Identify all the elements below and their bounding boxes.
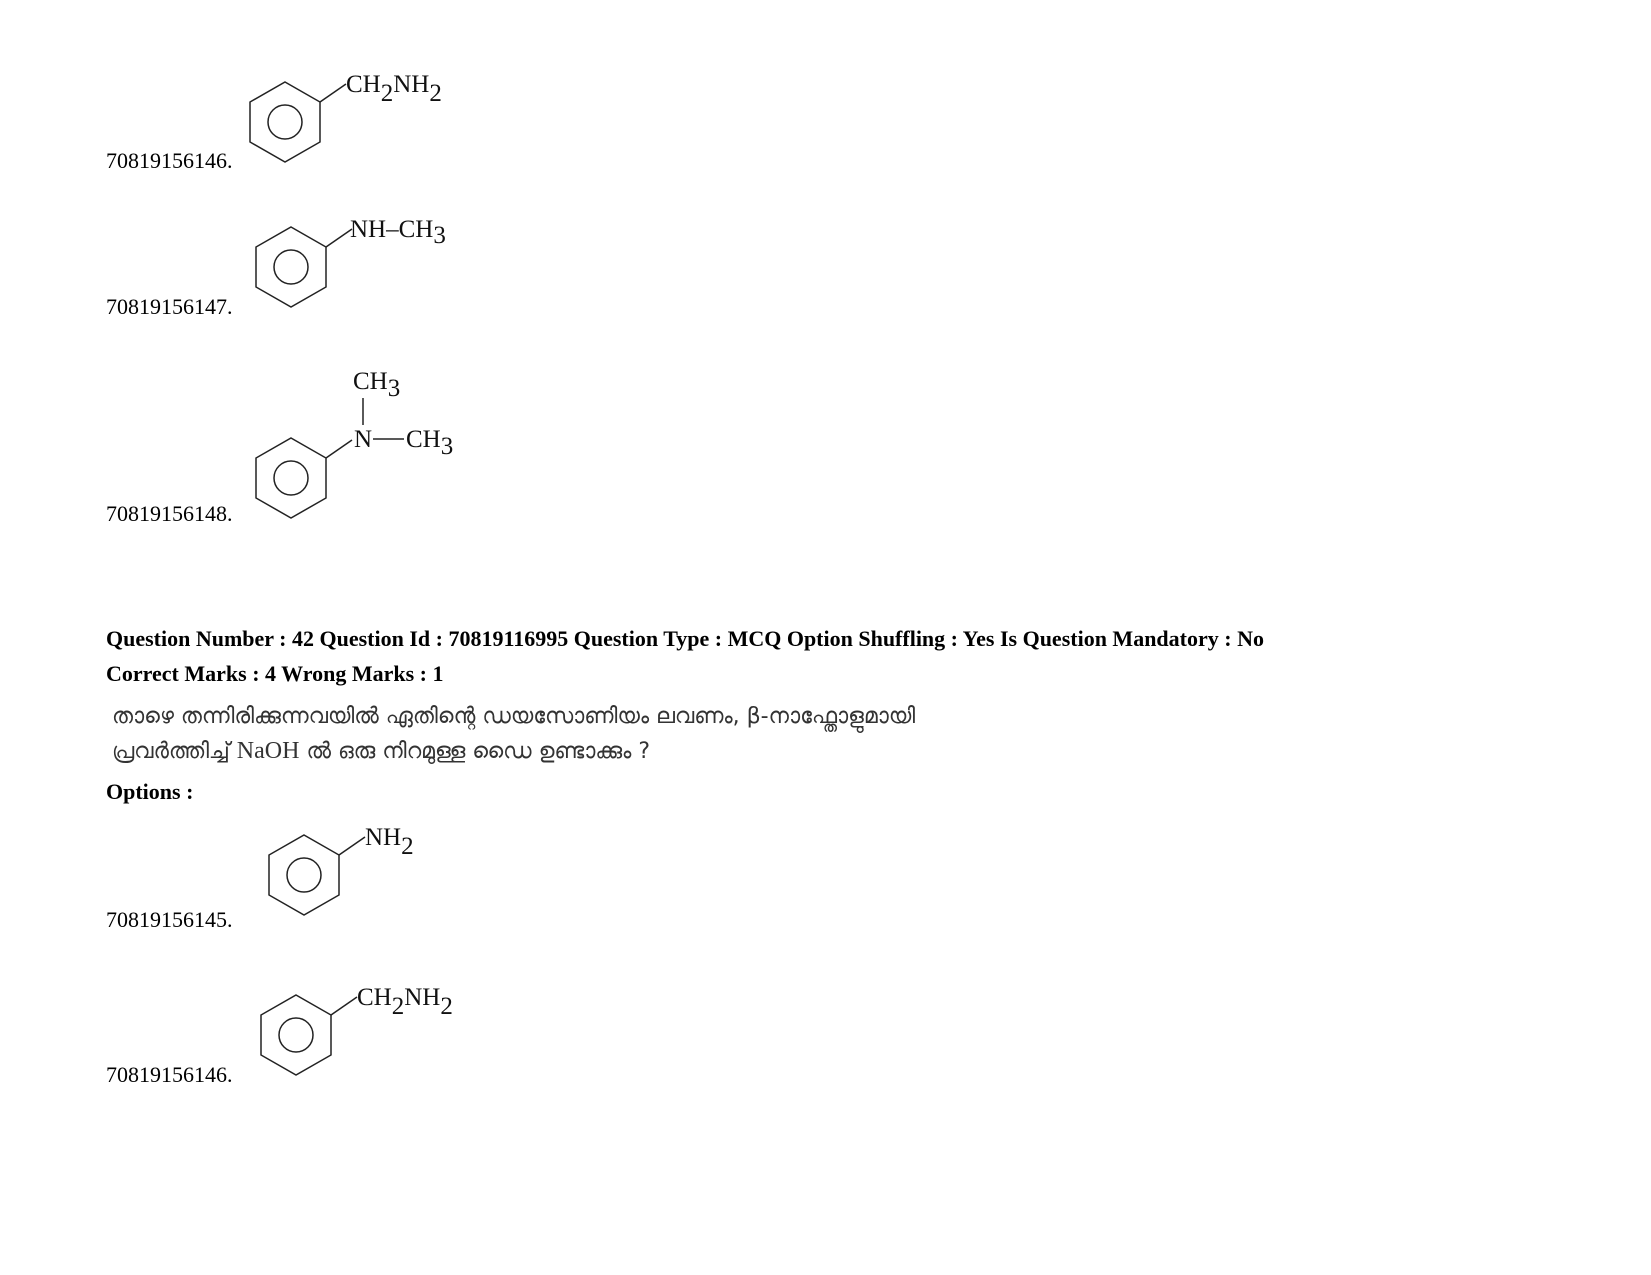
formula-sub: 3: [440, 433, 454, 460]
aromatic-circle: [274, 461, 308, 495]
question-meta-line: Question Number : 42 Question Id : 70819116995 Question Type : MCQ Option Shuffling : Yes Is Question Mandatory : No: [106, 626, 1264, 651]
n-methylaniline-structure: [256, 207, 486, 317]
aromatic-circle: [274, 250, 308, 284]
option-id: 70819156147.: [106, 294, 233, 319]
formula-sub: 3: [387, 375, 401, 402]
bond-line: [326, 229, 352, 247]
formula-sub: 3: [433, 222, 446, 249]
aromatic-circle: [279, 1018, 313, 1052]
question-text-part: ൽ ഒരു നിറമുള്ള ഡൈ ഉണ്ടാക്കും ?: [306, 739, 650, 764]
n-n-dimethylaniline-structure: [256, 365, 486, 525]
benzylamine-structure: [250, 62, 480, 172]
formula-sub: 2: [391, 993, 405, 1020]
formula-nh: NH: [393, 71, 430, 98]
svg-text:CH3: [353, 368, 400, 402]
formula-sub: 2: [429, 80, 442, 107]
svg-text:CH3: [406, 426, 453, 460]
formula-sub: 2: [401, 833, 414, 860]
benzene-ring: [269, 835, 339, 915]
formula-ch: CH: [357, 984, 392, 1011]
aromatic-circle: [287, 858, 321, 892]
bond-line: [339, 837, 365, 855]
benzene-ring: [256, 227, 326, 307]
bond-line: [331, 997, 357, 1015]
formula-sub: 2: [440, 993, 453, 1020]
bond-line: [326, 440, 352, 458]
bond-line: [320, 84, 346, 102]
svg-text:CH2NH2: [357, 984, 453, 1020]
formula-sub: 2: [380, 80, 394, 107]
aromatic-circle: [268, 105, 302, 139]
aniline-structure: [269, 820, 469, 930]
formula-n: N: [354, 426, 373, 453]
question-text: [112, 700, 915, 769]
option-id: 70819156145.: [106, 907, 233, 932]
question-text-part: പ്രവർത്തിച്ച്: [112, 739, 230, 764]
question-header: [106, 621, 1586, 691]
formula-nh: NH: [404, 984, 441, 1011]
benzene-ring: [256, 438, 326, 518]
question-text-line: താഴെ തന്നിരിക്കുന്നവയിൽ ഏതിന്റെ ഡയസോണിയം ലവണം, β-നാഫ്തോളുമായി: [112, 704, 916, 729]
formula-nh-ch: NH–CH: [350, 216, 434, 243]
option-id: 70819156146.: [106, 148, 233, 173]
formula-nh: NH: [365, 824, 402, 851]
svg-text:NH–CH3: [350, 216, 446, 249]
option-id: 70819156146.: [106, 1062, 233, 1087]
formula-ch: CH: [353, 368, 388, 395]
svg-text:NH2: [365, 824, 414, 860]
marks-line: Correct Marks : 4 Wrong Marks : 1: [106, 661, 444, 686]
options-label: Options :: [106, 779, 194, 804]
benzene-ring: [261, 995, 331, 1075]
benzene-ring: [250, 82, 320, 162]
naoh-text: NaOH: [236, 738, 300, 764]
option-id: 70819156148.: [106, 501, 233, 526]
benzylamine-structure: [261, 977, 491, 1087]
formula-ch: CH: [346, 71, 381, 98]
question-text-line: [112, 734, 915, 769]
svg-text:CH2NH2: [346, 71, 442, 107]
formula-ch: CH: [406, 426, 441, 453]
